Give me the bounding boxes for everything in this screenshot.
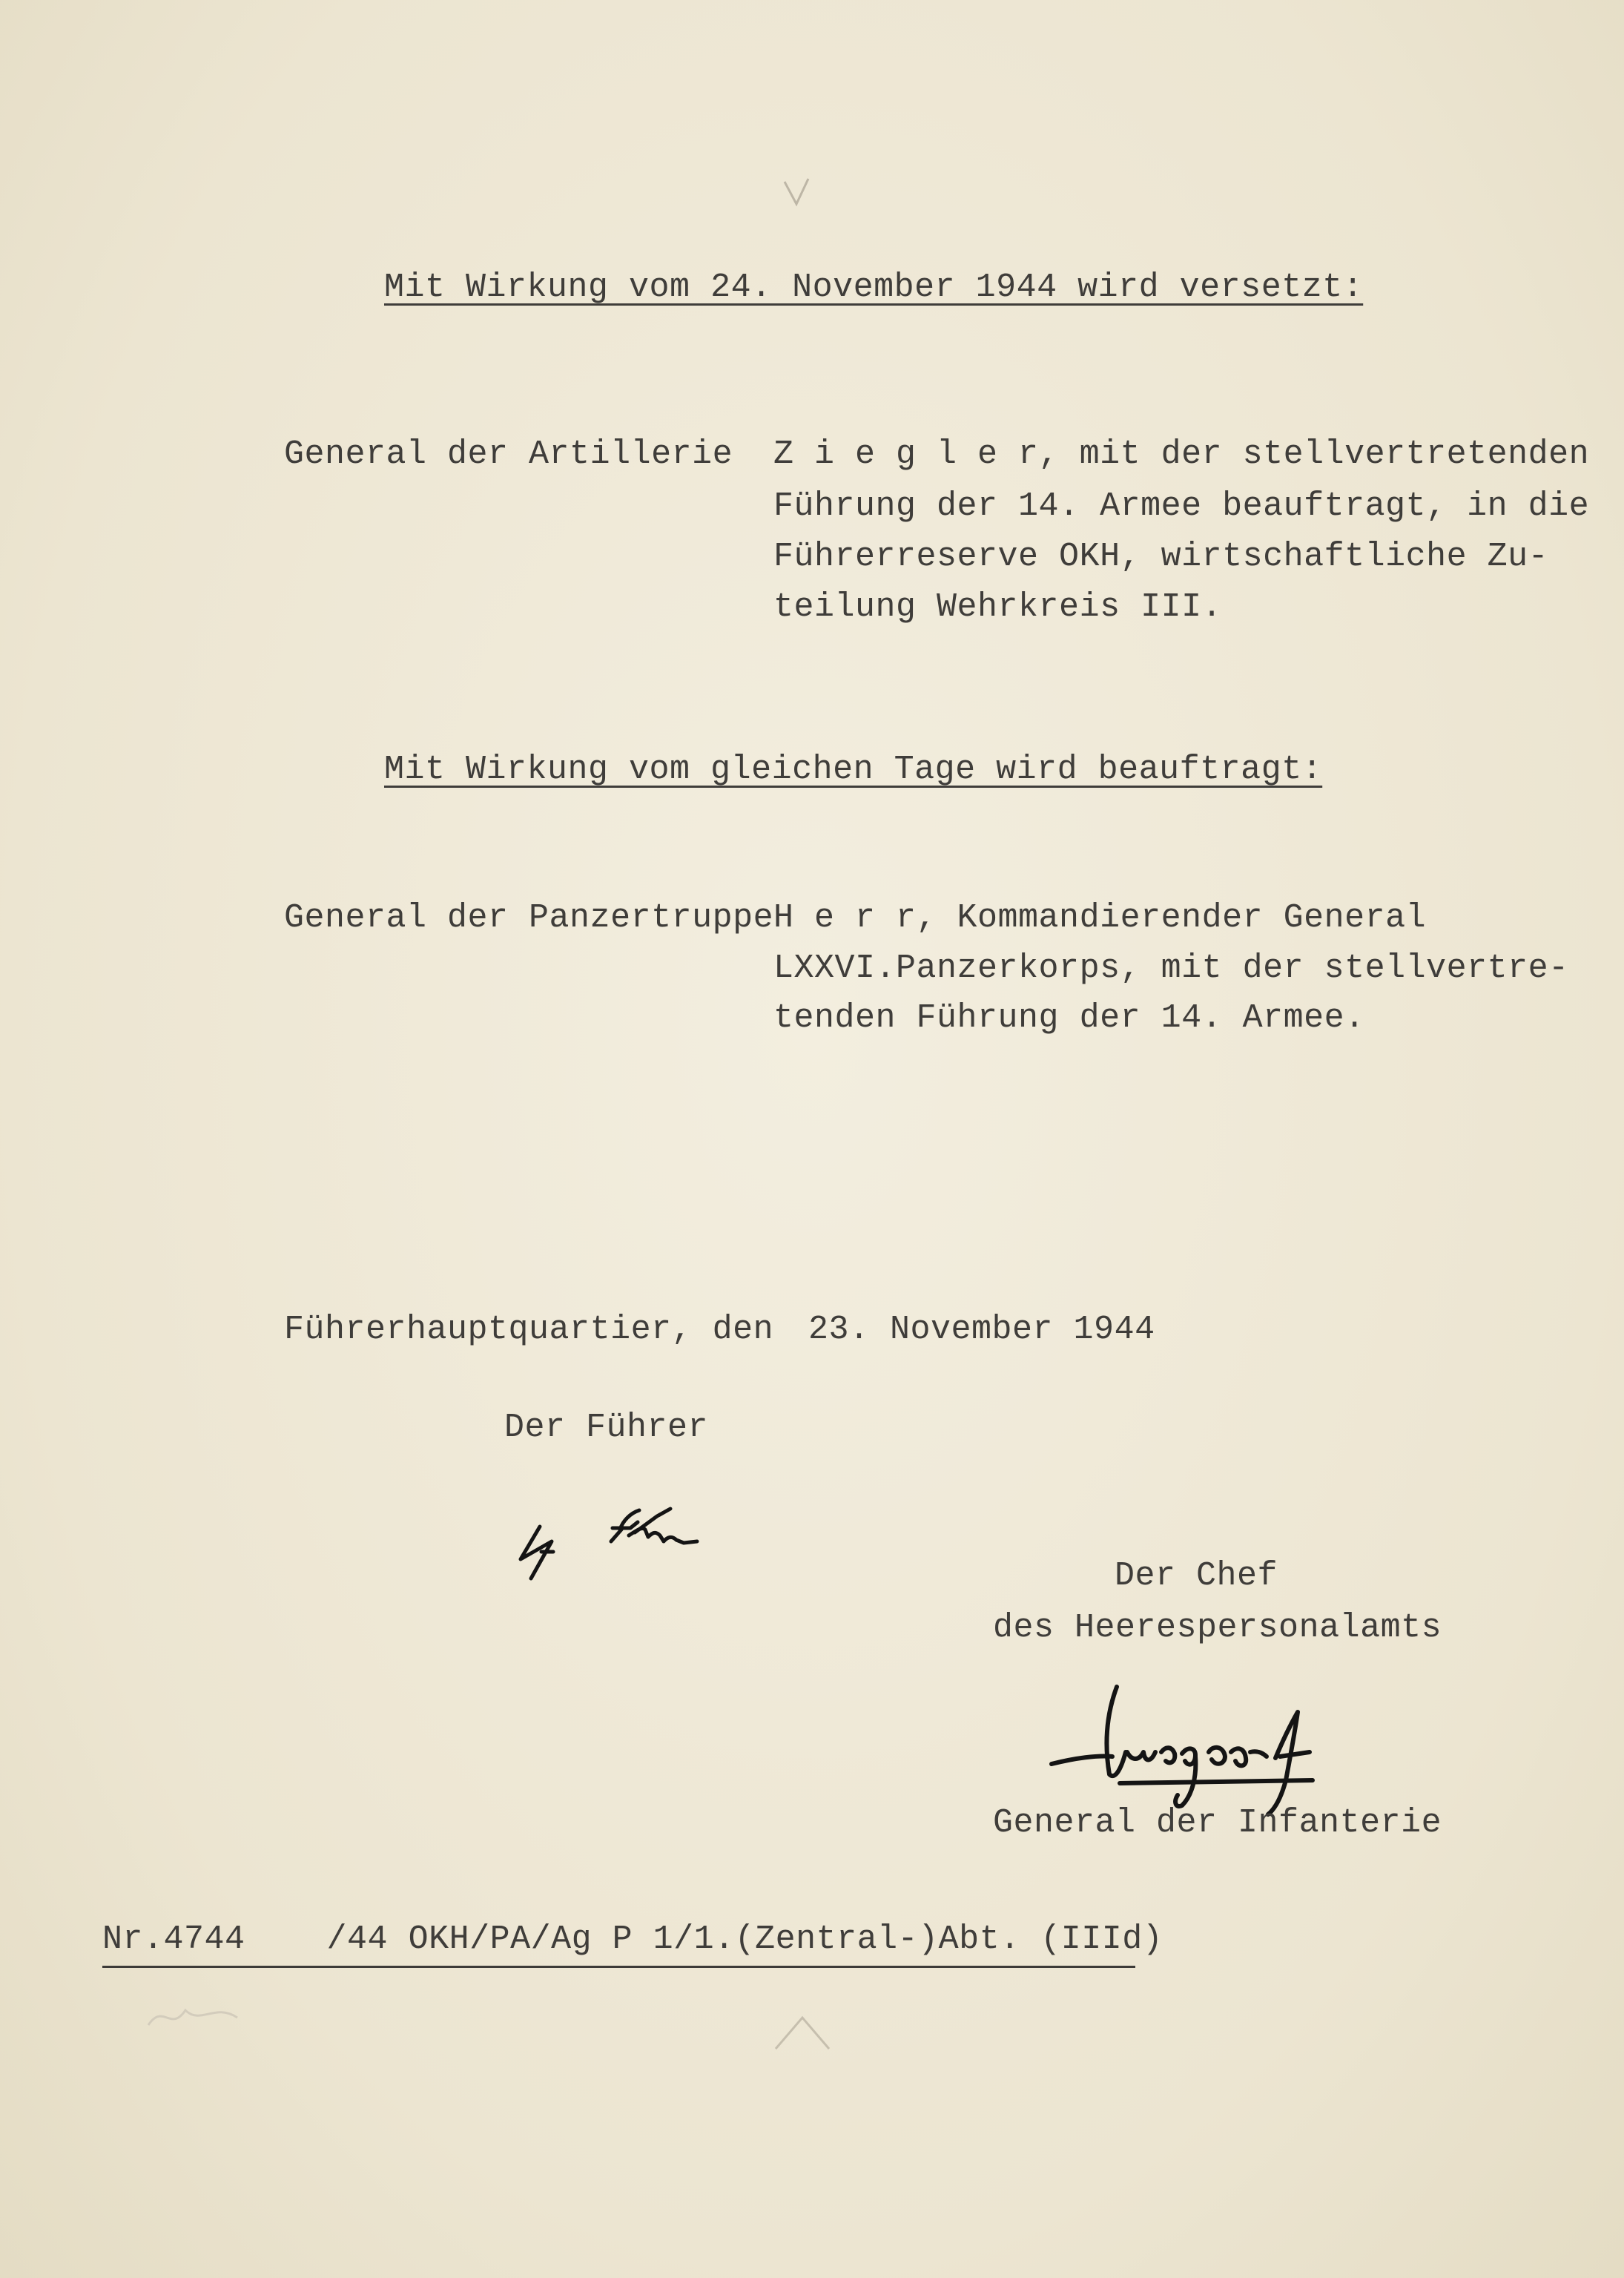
entry-1-line-4: teilung Wehrkreis III. xyxy=(773,588,1223,626)
heading-beauftragt: Mit Wirkung vom gleichen Tage wird beauftragt: xyxy=(384,751,1323,789)
left-signatory-title: Der Führer xyxy=(504,1409,709,1446)
right-signatory-title-2: des Heerespersonalamts xyxy=(993,1609,1442,1647)
entry-1-line-3: Führerreserve OKH, wirtschaftliche Zu- xyxy=(773,538,1549,576)
right-signatory-rank: General der Infanterie xyxy=(993,1804,1442,1842)
pencil-caret-mark xyxy=(773,2010,832,2055)
date-line: 23. November 1944 xyxy=(808,1311,1155,1349)
burgdorf-signature xyxy=(1031,1669,1416,1817)
entry-2-rank: General der Panzertruppe xyxy=(284,899,774,937)
pencil-check-mark xyxy=(779,174,816,211)
reference-rule xyxy=(102,1966,1135,1968)
entry-2-line-1: H e r r, Kommandierender General xyxy=(773,899,1427,937)
entry-2-line-3: tenden Führung der 14. Armee. xyxy=(773,999,1365,1037)
heading-versetzt: Mit Wirkung vom 24. November 1944 wird versetzt: xyxy=(384,269,1364,306)
entry-1-rank: General der Artillerie xyxy=(284,435,733,473)
pencil-scribble-mark xyxy=(141,1995,252,2040)
entry-2-line-2: LXXVI.Panzerkorps, mit der stellvertre- xyxy=(773,949,1569,987)
reference-number: Nr.4744 /44 OKH/PA/Ag P 1/1.(Zentral-)Abt. (IIId) xyxy=(102,1920,1163,1958)
place-line: Führerhauptquartier, den xyxy=(284,1311,774,1349)
hitler-signature xyxy=(512,1484,734,1587)
right-signatory-title-1: Der Chef xyxy=(1115,1557,1278,1595)
entry-1-line-1: Z i e g l e r, mit der stellvertretenden xyxy=(773,435,1590,473)
entry-1-line-2: Führung der 14. Armee beauftragt, in die xyxy=(773,487,1590,525)
